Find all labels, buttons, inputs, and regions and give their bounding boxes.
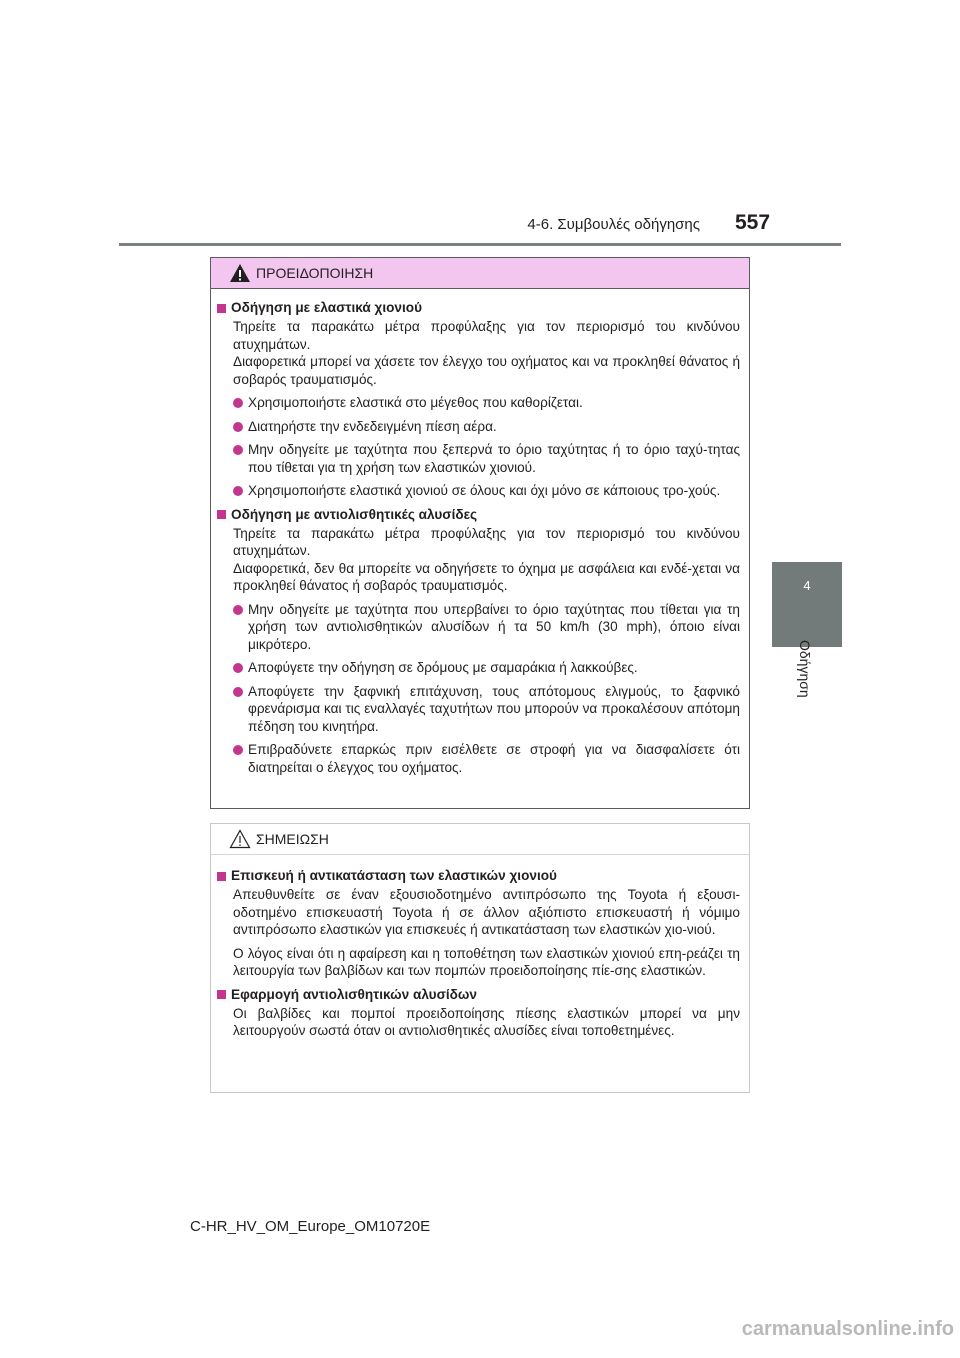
section-heading-text: Εφαρμογή αντιολισθητικών αλυσίδων [231, 986, 477, 1002]
list-item-text: Μην οδηγείτε με ταχύτητα που ξεπερνά το όριο ταχύτητας ή το όριο ταχύ-τητας που τίθεται για τη χρήση των ελαστικών χιονιού. [248, 442, 740, 475]
list-item-text: Μην οδηγείτε με ταχύτητα που υπερβαίνει το όριο ταχύτητας που τίθεται για τη χρήση των αντιολισθητικών αλυσίδων ή τα 50 km/h (30 mph), όποιο είναι μικρότερο. [248, 601, 740, 652]
paragraph: Διαφορετικά, δεν θα μπορείτε να οδηγήσετε το όχημα με ασφάλεια και ενδέ-χεται να προκληθεί θάνατος ή σοβαρός τραυματισμός. [233, 560, 740, 593]
page-number: 557 [735, 211, 771, 234]
chapter-tab-number: 4 [803, 578, 811, 593]
section-heading [217, 867, 740, 885]
paragraph: Απευθυνθείτε σε έναν εξουσιοδοτημένο αντιπρόσωπο της Toyota ή εξουσι-οδοτημένο επισκευαστή Toyota ή σε άλλον αξιόπιστο επισκευαστή ή νόμιμο αντιπρόσωπο ελαστικών για επισκευές ή αντικατάσταση των ελαστικών χιο-νιού. [233, 887, 740, 937]
document-code: C-HR_HV_OM_Europe_OM10720E [190, 1218, 431, 1235]
round-bullet-icon [233, 422, 243, 432]
section-heading [217, 986, 740, 1004]
chapter-tab-label: Οδήγηση [797, 640, 813, 698]
list-item-text: Χρησιμοποιήστε ελαστικά στο μέγεθος που καθορίζεται. [248, 395, 583, 410]
paragraph: Τηρείτε τα παρακάτω μέτρα προφύλαξης για τον περιορισμό του κινδύνου ατυχημάτων. [233, 525, 740, 558]
note-box [210, 823, 750, 1093]
note-box-body [211, 855, 749, 1040]
section-heading [217, 299, 740, 317]
warning-triangle-icon [229, 263, 251, 283]
header-rule [119, 243, 841, 246]
list-item-text: Αποφύγετε την οδήγηση σε δρόμους με σαμαράκια ή λακκούβες. [248, 660, 638, 675]
list-item-text: Χρησιμοποιήστε ελαστικά χιονιού σε όλους και όχι μόνο σε κάποιους τρο-χούς. [248, 483, 721, 498]
warning-box-header [211, 258, 749, 289]
list-item [233, 683, 740, 736]
round-bullet-icon [233, 605, 243, 615]
section-heading-text: Οδήγηση με αντιολισθητικές αλυσίδες [231, 506, 478, 522]
section-heading-text: Οδήγηση με ελαστικά χιονιού [231, 300, 422, 315]
square-bullet-icon [217, 304, 226, 313]
list-item-text: Διατηρήστε την ενδεδειγμένη πίεση αέρα. [248, 418, 497, 434]
section-header-title: 4-6. Συμβουλές οδήγησης [527, 216, 700, 233]
round-bullet-icon [233, 398, 243, 408]
section-heading [217, 506, 740, 524]
list-item [233, 741, 740, 776]
caution-triangle-outline-icon [229, 829, 251, 849]
list-item-text: Αποφύγετε την ξαφνική επιτάχυνση, τους απότομους ελιγμούς, το ξαφνικό φρενάρισμα και τις εναλλαγές ταχυτήτων που μπορούν να προκαλέσουν απότομη πέδηση του κινητήρα. [248, 683, 740, 734]
square-bullet-icon [217, 510, 226, 519]
list-item [233, 659, 740, 677]
paragraph: Ο λόγος είναι ότι η αφαίρεση και η τοποθέτηση των ελαστικών χιονιού επη-ρεάζει τη λειτουργία των βαλβίδων και των πομπών προειδοποίησης πίε-σης ελαστικών. [233, 945, 740, 978]
warning-box [210, 257, 750, 809]
warning-box-body [211, 289, 749, 776]
round-bullet-icon [233, 445, 243, 455]
note-box-title: ΣΗΜΕΙΩΣΗ [256, 831, 329, 847]
list-item [233, 394, 740, 412]
warning-box-title: ΠΡΟΕΙΔΟΠΟΙΗΣΗ [256, 265, 374, 281]
square-bullet-icon [217, 872, 226, 881]
note-box-header [211, 824, 749, 855]
list-item-text: Επιβραδύνετε επαρκώς πριν εισέλθετε σε στροφή για να διασφαλίσετε ότι διατηρείται ο έλεγχος του οχήματος. [248, 742, 740, 775]
round-bullet-icon [233, 745, 243, 755]
round-bullet-icon [233, 687, 243, 697]
round-bullet-icon [233, 663, 243, 673]
list-item [233, 601, 740, 654]
round-bullet-icon [233, 486, 243, 496]
watermark: carmanualsonline.info [741, 1318, 954, 1340]
list-item [233, 482, 740, 500]
square-bullet-icon [217, 990, 226, 999]
list-item [233, 441, 740, 476]
list-item [233, 418, 740, 436]
paragraph: Διαφορετικά μπορεί να χάσετε τον έλεγχο του οχήματος και να προκληθεί θάνατος ή σοβαρός τραυματισμός. [233, 354, 740, 387]
section-heading-text: Επισκευή ή αντικατάσταση των ελαστικών χιονιού [231, 868, 557, 883]
paragraph: Τηρείτε τα παρακάτω μέτρα προφύλαξης για τον περιορισμό του κινδύνου ατυχημάτων. [233, 319, 740, 352]
paragraph: Οι βαλβίδες και πομποί προειδοποίησης πίεσης ελαστικών μπορεί να μην λειτουργούν σωστά όταν οι αντιολισθητικές αλυσίδες είναι τοποθετημένες. [233, 1005, 740, 1038]
